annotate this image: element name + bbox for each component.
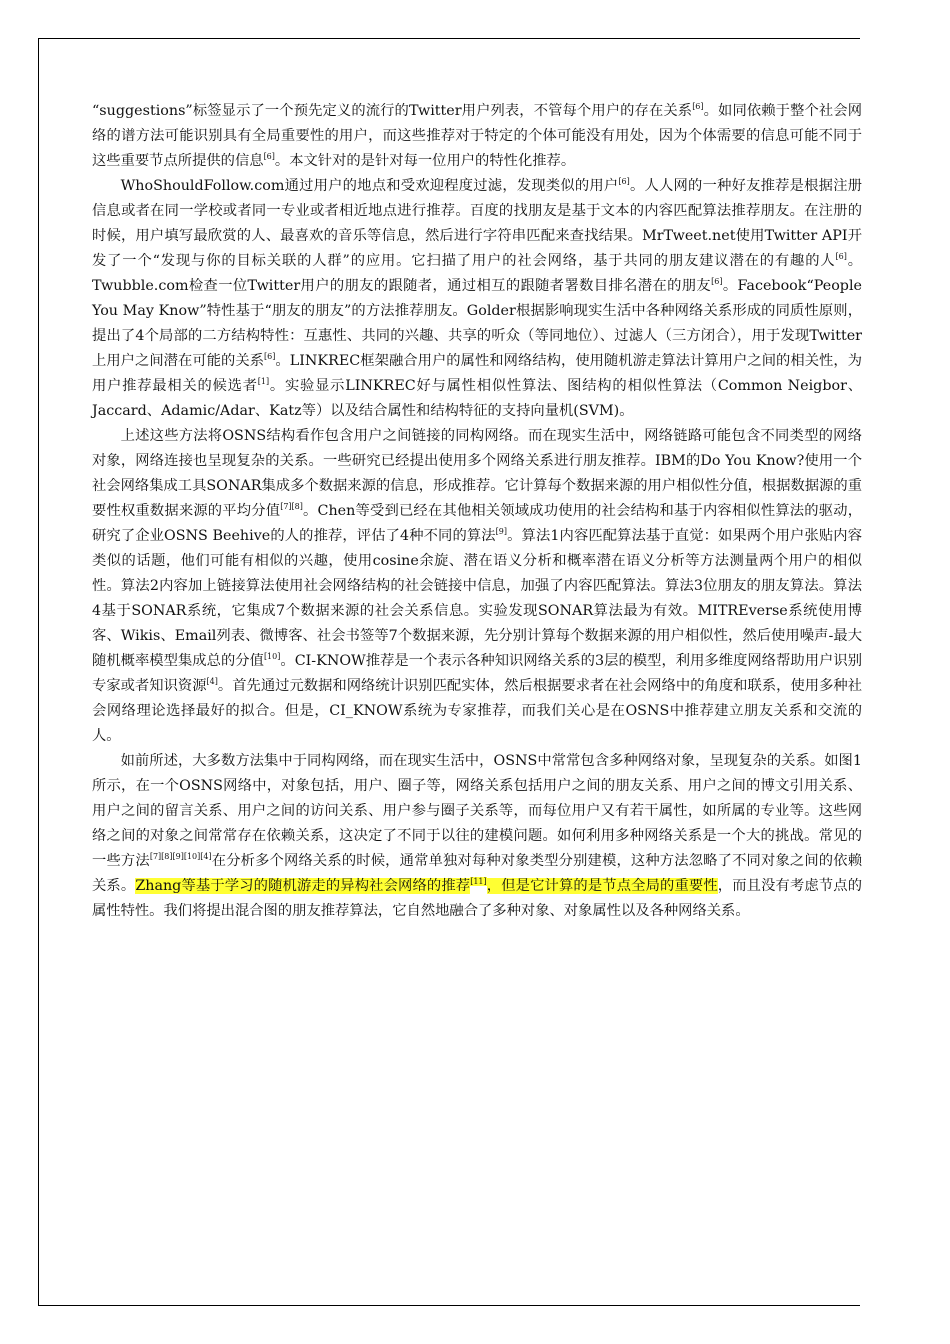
text-segment: WhoShouldFollow.com通过用户的地点和受欢迎程度过滤，发现类似的用户	[120, 178, 619, 194]
text-segment: 。本文针对的是针对每一位用户的特性化推荐。	[274, 153, 576, 169]
citation: [6]	[835, 252, 847, 262]
text-segment: 上述这些方法将OSNS结构看作包含用户之间链接的同构网络。而在现实生活中，网络链路可能包含不同类型的网络对象，网络连接也呈现复杂的关系。一些研究已经提出使用多个网络关系进行朋友推荐。IBM的Do You Know?使用一个社会网络集成工具SONAR集成多个数据来源的信息，形成推荐。它计算每个数据来源的用户相似性分值，根据数据源的重要性权重数据来源的平均分值	[92, 428, 862, 519]
text-segment: ，而且没有考虑节点的属性特性。我们将提出混合图的朋友推荐算法，它自然地融合了多种对象、对象属性以及各种网络关系。	[92, 878, 863, 919]
text-segment: 如前所述，大多数方法集中于同构网络，而在现实生活中，OSNS中常常包含多种网络对象，呈现复杂的关系。如图1所示，在一个OSNS网络中，对象包括，用户、圈子等，网络关系包括用户之间的朋友关系、用户之间的博文引用关系、用户之间的留言关系、用户之间的访问关系、用户参与圈子关系等，而每位用户又有若干属性，如所属的专业等。这些网络之间的对象之间常常存在依赖关系，这决定了不同于以往的建模问题。如何利用多种网络关系是一个大的挑战。常见的一些方法	[92, 753, 862, 869]
citation: [6]	[264, 352, 276, 362]
text-segment: 在分析多个网络关系的时候，通常单独对每种对象类型分别建模，这种方法忽略了不同对象之间的依赖关系。	[92, 853, 863, 894]
citation: [6]	[263, 152, 275, 162]
paragraph	[92, 174, 862, 424]
text-segment: 。CI-KNOW推荐是一个表示各种知识网络关系的3层的模型，利用多维度网络帮助用户识别专家或者知识资源	[92, 653, 862, 694]
text-segment: 。Twubble.com检查一位Twitter用户的朋友的跟随者，通过相互的跟随者署数目排名潜在的朋友	[92, 253, 862, 294]
highlighted-text: Zhang等基于学习的随机游走的异构社会网络的推荐	[135, 878, 471, 894]
paragraph	[92, 749, 862, 924]
citation: [4]	[206, 677, 218, 687]
citation: [6]	[711, 277, 723, 287]
citation: [7][8][9][10][4]	[149, 852, 212, 862]
citation: [11]	[470, 877, 487, 887]
citation: [9]	[495, 527, 508, 537]
text-segment: 。Chen等受到已经在其他相关领域成功使用的社会结构和基于内容相似性算法的驱动，研究了企业OSNS Beehive的人的推荐，评估了4种不同的算法	[92, 503, 863, 544]
text-segment: 。算法1内容匹配算法基于直觉：如果两个用户张贴内容类似的话题，他们可能有相似的兴趣，使用cosine余旋、潜在语义分析和概率潜在语义分析等方法测量两个用户的相似性。算法2内容加上链接算法使用社会网络结构的社会链接中信息，加强了内容匹配算法。算法3位朋友的朋友算法。算法4基于SONAR系统，它集成7个数据来源的社会关系信息。实验发现SONAR算法最为有效。MITREverse系统使用博客、Wikis、Email列表、微博客、社会书签等7个数据来源，先分别计算每个数据来源的用户相似性，然后使用噪声-最大随机概率模型集成总的分值	[92, 528, 862, 669]
paragraph	[92, 424, 862, 749]
text-segment: 。如同依赖于整个社会网络的谱方法可能识别具有全局重要性的用户，而这些推荐对于特定的个体可能没有用处，因为个体需要的信息可能不同于这些重要节点所提供的信息	[92, 103, 863, 169]
text-segment: 。LINKREC框架融合用户的属性和网络结构，使用随机游走算法计算用户之间的相关性，为用户推荐最相关的候选者	[92, 353, 863, 394]
citation: [10]	[263, 652, 281, 662]
document-body	[92, 99, 862, 924]
citation: [6]	[692, 102, 704, 112]
text-segment: “suggestions”标签显示了一个预先定义的流行的Twitter用户列表，不管每个用户的存在关系	[92, 103, 693, 119]
text-segment: 。首先通过元数据和网络统计识别匹配实体，然后根据要求者在社会网络中的角度和联系，使用多种社会网络理论选择最好的拟合。但是，CI_KNOW系统为专家推荐，而我们关心是在OSNS中推荐建立朋友关系和交流的人。	[92, 678, 862, 744]
citation: [1]	[257, 377, 270, 387]
paragraph	[92, 99, 862, 174]
text-segment: 。实验显示LINKREC好与属性相似性算法、图结构的相似性算法（Common Neigbor、Jaccard、Adamic/Adar、Katz等）以及结合属性和结构特征的支持向量机(SVM)。	[92, 378, 863, 419]
text-segment: 。Facebook“People You May Know”特性基于“朋友的朋友”的方法推荐朋友。Golder根据影响现实生活中各种网络关系形成的同质性原则，提出了4个局部的二方结构特性：互惠性、共同的兴趣、共享的听众（等同地位）、过滤人（三方闭合），用于发现Twitter上用户之间潜在可能的关系	[92, 278, 862, 369]
citation: [6]	[618, 177, 630, 187]
citation: [7][8]	[280, 502, 303, 512]
text-segment: 。人人网的一种好友推荐是根据注册信息或者在同一学校或者同一专业或者相近地点进行推荐。百度的找朋友是基于文本的内容匹配算法推荐朋友。在注册的时候，用户填写最欣赏的人、最喜欢的音乐等信息，然后进行字符串匹配来查找结果。MrTweet.net使用Twitter API开发了一个“发现与你的目标关联的人群”的应用。它扫描了用户的社会网络，基于共同的朋友建议潜在的有趣的人	[92, 178, 862, 269]
highlighted-text: ，但是它计算的是节点全局的重要性	[486, 878, 718, 894]
